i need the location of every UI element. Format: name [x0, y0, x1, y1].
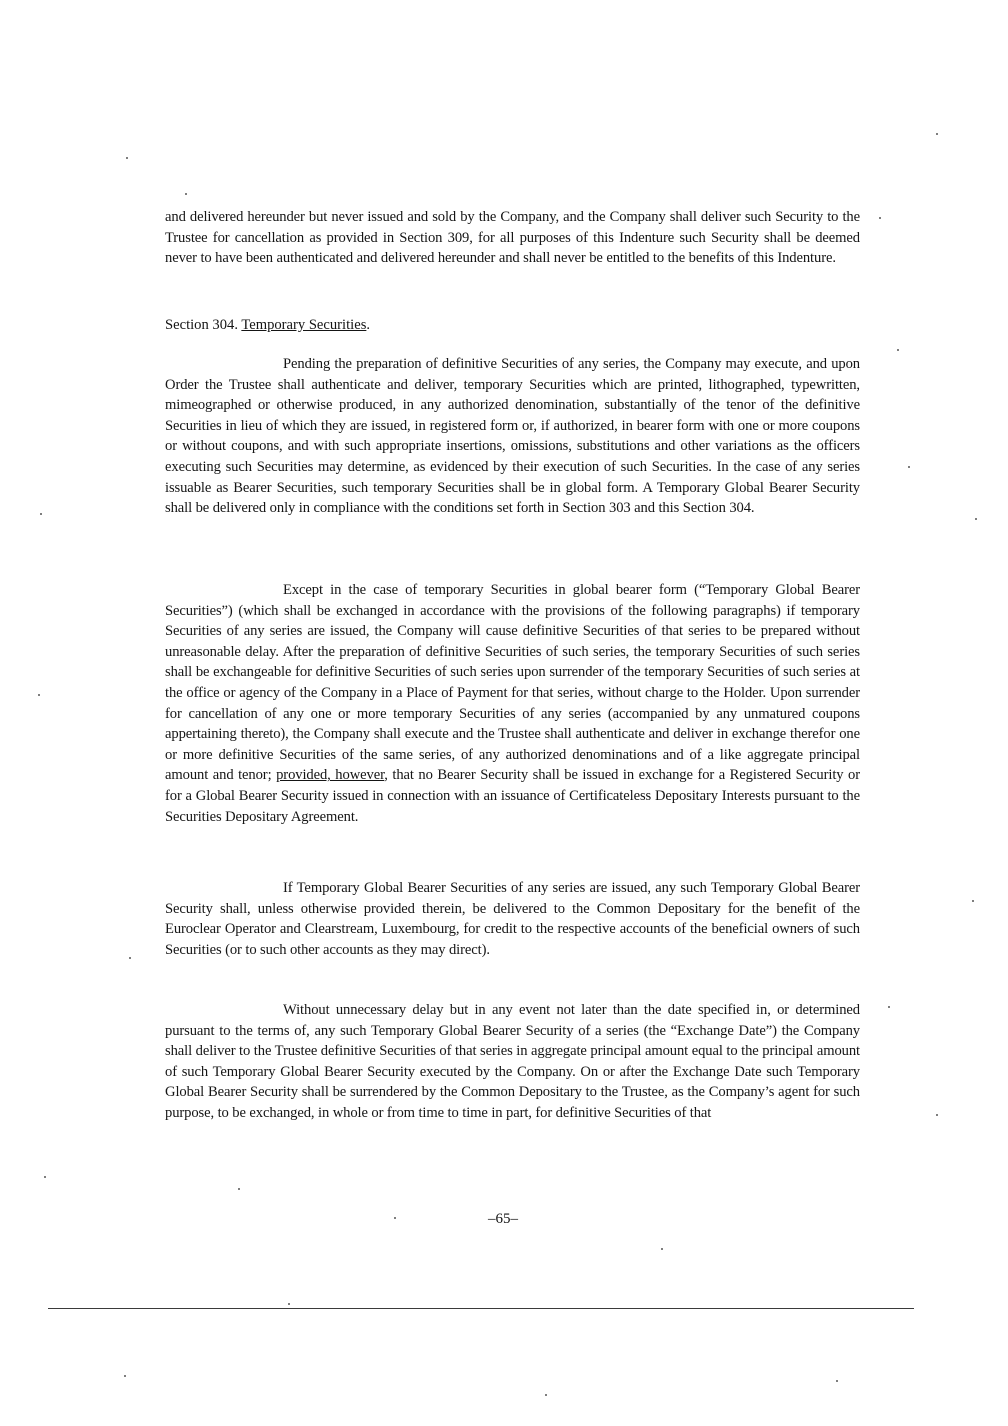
- scan-speck: [975, 518, 977, 520]
- scan-speck: [936, 133, 938, 135]
- scan-speck: [879, 217, 881, 219]
- scan-speck: [185, 193, 187, 195]
- paragraph-2-part2: , that no Bearer Security shall be issued in exchange for a Registered Security or for a Global Bearer Security issued in connection with an issuance of Certificateless Depositary Interests pursuant to the Securities Depositary Agreement.: [165, 767, 860, 825]
- paragraph-2-emphasis: provided, however: [276, 767, 385, 784]
- scan-artifact-line: [48, 1308, 914, 1309]
- scan-speck: [129, 957, 131, 959]
- scan-speck: [126, 157, 128, 159]
- page-number: –65–: [488, 1211, 518, 1227]
- scan-speck: [897, 349, 899, 351]
- scan-speck: [908, 466, 910, 468]
- paragraph-2-block: [165, 580, 860, 827]
- scan-speck: [38, 694, 40, 696]
- paragraph-4: Without unnecessary delay but in any event not later than the date specified in, or determined pursuant to the terms of, any such Temporary Global Bearer Security of a series (the “Exchange Date”) the Company shall deliver to the Trustee definitive Securities of that series in aggregate principal amount equal to the principal amount of such Temporary Global Bearer Security executed by the Company. On or after the Exchange Date such Temporary Global Bearer Security shall be surrendered by the Common Depositary to the Trustee, as the Company’s agent for such purpose, to be exchanged, in whole or from time to time in part, for definitive Securities of that: [165, 1002, 860, 1121]
- paragraph-3-block: [165, 878, 860, 960]
- continuation-block: [165, 207, 860, 269]
- paragraph-2: [165, 580, 860, 827]
- scan-speck: [40, 513, 42, 515]
- scan-speck: [124, 1375, 126, 1377]
- paragraph-3: If Temporary Global Bearer Securities of any series are issued, any such Temporary Global Bearer Security shall, unless otherwise provided therein, be delivered to the Common Depositary for the benefit of the Euroclear Operator and Clearstream, Luxembourg, for credit to the respective accounts of the beneficial owners of such Securities (or to such other accounts as they may direct).: [165, 880, 860, 958]
- scan-speck: [394, 1217, 396, 1219]
- scan-speck: [44, 1176, 46, 1178]
- scan-speck: [238, 1188, 240, 1190]
- scan-speck: [545, 1394, 547, 1396]
- scan-speck: [972, 900, 974, 902]
- paragraph-1-block: [165, 354, 860, 519]
- scan-speck: [888, 1006, 890, 1008]
- section-number: Section 304.: [165, 317, 238, 333]
- continuation-paragraph: and delivered hereunder but never issued and sold by the Company, and the Company shall deliver such Security to the Trustee for cancellation as provided in Section 309, for all purposes of this Indenture such Security shall be deemed never to have been authenticated and delivered hereunder and shall never be entitled to the benefits of this Indenture.: [165, 209, 860, 267]
- scan-speck: [288, 1303, 290, 1305]
- section-title-period: .: [366, 317, 371, 333]
- section-heading: [165, 315, 370, 335]
- paragraph-4-block: [165, 1000, 860, 1124]
- scan-speck: [936, 1114, 938, 1116]
- paragraph-2-part1: Except in the case of temporary Securities in global bearer form (“Temporary Global Bearer Securities”) (which shall be exchanged in accordance with the provisions of the following paragraphs) if temporary Securities of any series are issued, the Company will cause definitive Securities of that series to be prepared without unreasonable delay. After the preparation of definitive Securities of such series, the temporary Securities of such series shall be exchangeable for definitive Securities of such series upon surrender of the temporary Securities of such series at the office or agency of the Company in a Place of Payment for that series, without charge to the Holder. Upon surrender for cancellation of any one or more temporary Securities of any series (accompanied by any unmatured coupons appertaining thereto), the Company shall execute and the Trustee shall authenticate and deliver in exchange therefor one or more definitive Securities of the same series, of any authorized denominations and of a like aggregate principal amount and tenor;: [165, 582, 860, 784]
- section-title: Temporary Securities: [241, 317, 367, 333]
- scan-speck: [661, 1248, 663, 1250]
- paragraph-1: Pending the preparation of definitive Securities of any series, the Company may execute, and upon Order the Trustee shall authenticate and deliver, temporary Securities which are printed, lithographed, typewritten, mimeographed or otherwise produced, in any authorized denomination, substantially of the tenor of the definitive Securities in lieu of which they are issued, in registered form or, if authorized, in bearer form with one or more coupons or without coupons, and with such appropriate insertions, omissions, substitutions and other variations as the officers executing such Securities may determine, as evidenced by their execution of such Securities. In the case of any series issuable as Bearer Securities, such temporary Securities shall be in global form. A Temporary Global Bearer Security shall be delivered only in compliance with the conditions set forth in Section 303 and this Section 304.: [165, 356, 860, 517]
- scan-speck: [836, 1380, 838, 1382]
